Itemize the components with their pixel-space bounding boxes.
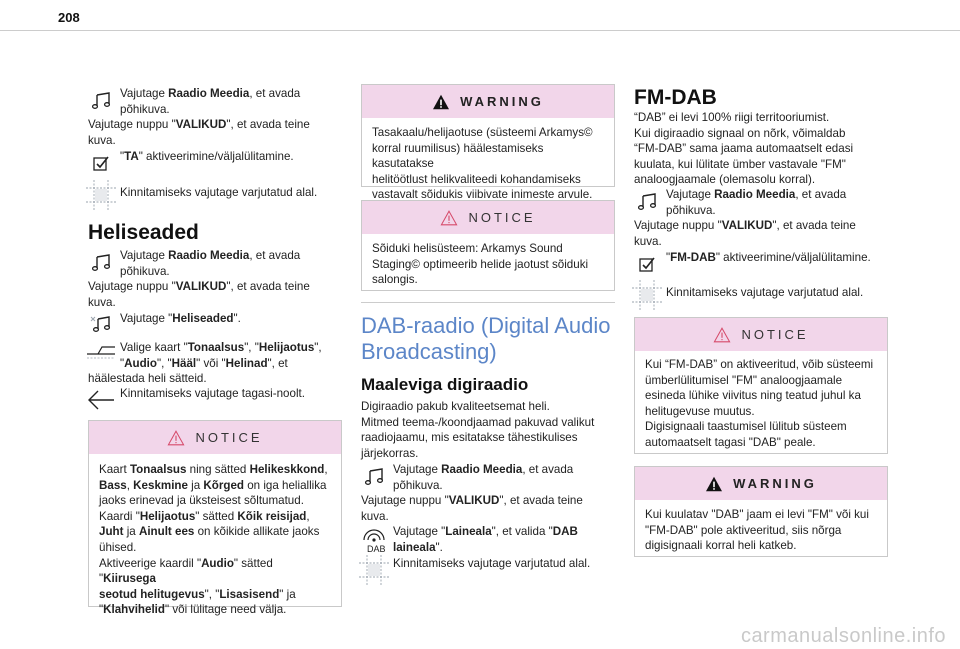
text-line: vastavalt sõidukis viibivate inimeste arvule. xyxy=(372,188,593,202)
notice-triangle-icon xyxy=(440,210,458,226)
tab-icon xyxy=(86,342,116,360)
heading-dab xyxy=(361,313,621,365)
text-line: Kui kuulatav "DAB" jaam ei levi "FM" või kui xyxy=(645,508,869,521)
intro-steps xyxy=(88,86,342,117)
dab-radio-icon xyxy=(361,528,389,554)
text-line: Sõiduki helisüsteem: Arkamys Sound xyxy=(372,242,563,255)
text-line: "FM-DAB" pole aktiveeritud, siis nõrga xyxy=(645,523,842,537)
text-bold: Juht xyxy=(99,525,124,539)
checkbox-icon xyxy=(634,256,660,274)
text-bold: Audio xyxy=(201,556,234,570)
heading-heliseaded: Heliseaded xyxy=(88,221,199,244)
text: , xyxy=(306,509,310,523)
text-line: ümberlülitumisel "FM" analoogjaamale xyxy=(645,373,843,387)
text-bold: Helinad xyxy=(225,356,268,370)
text-bold: Keskmine xyxy=(133,478,188,492)
text: Kinnitamiseks vajutage varjutatud alal. xyxy=(666,286,864,299)
text-line: salongis. xyxy=(372,273,418,287)
text: , xyxy=(126,478,134,492)
text-line: raadiojaamu, mis esitatakse tähestikulises xyxy=(361,431,578,445)
text-bold: VALIKUD xyxy=(721,219,773,232)
text-line: Kui digiraadio signaal on nõrk, võimaldab xyxy=(634,126,846,140)
shaded-area-icon xyxy=(359,555,389,585)
text-bold: Raadio Meedia xyxy=(441,463,523,476)
text-line: digisignaali korral heli katkeb. xyxy=(645,539,797,553)
text: Vajutage nuppu " xyxy=(634,219,722,232)
notice-header xyxy=(635,318,887,351)
step-4 xyxy=(88,340,342,371)
notice-header xyxy=(362,201,614,234)
intro-step-3 xyxy=(88,149,342,165)
text: ". xyxy=(435,540,443,554)
text-bold: Hääl xyxy=(171,356,197,370)
notice-label: NOTICE xyxy=(468,209,536,225)
notice-triangle-icon xyxy=(167,430,185,446)
text-line: automaatselt tagasi "DAB" peale. xyxy=(645,435,816,449)
text: " xyxy=(666,251,671,264)
sound-settings-icon xyxy=(88,315,114,333)
text: " xyxy=(99,603,104,617)
step-1 xyxy=(634,187,888,218)
text-line: “DAB” ei levi 100% riigi territooriumist. xyxy=(634,111,830,124)
text: Vajutage xyxy=(120,249,169,262)
step-2 xyxy=(634,218,888,249)
notice-body xyxy=(362,234,614,297)
text: ", xyxy=(314,341,322,354)
text: , et avada xyxy=(795,188,847,201)
notice-body xyxy=(89,454,341,627)
heading-digital-radio: Maaleviga digiraadio xyxy=(361,375,529,394)
text-bold: VALIKUD xyxy=(175,118,227,131)
text: " xyxy=(120,356,125,370)
warning-header xyxy=(635,467,887,500)
text: ühised. xyxy=(99,540,137,554)
notice-body xyxy=(635,351,887,460)
text-line: helitugevuse muutus. xyxy=(645,404,755,418)
text-bold: laineala xyxy=(393,540,436,554)
checkbox-icon xyxy=(88,155,114,173)
text-bold: TA xyxy=(124,150,139,163)
notice-header xyxy=(89,421,341,454)
text-line: Digiraadio pakub kvaliteetsemat heli. xyxy=(361,400,550,413)
text: jaoks erinevad ja üksteisest sõltumatud. xyxy=(99,494,304,508)
text: DAB-raadio (Digital Audio xyxy=(361,313,611,338)
text: kuva. xyxy=(634,234,662,248)
text: Kinnitamiseks vajutage tagasi-noolt. xyxy=(120,387,305,400)
text: põhikuva. xyxy=(666,203,716,217)
text-bold: DAB xyxy=(552,525,578,538)
text-bold: Kõik reisijad xyxy=(237,509,307,523)
text-bold: Helijaotus xyxy=(139,509,196,523)
text-bold: FM-DAB xyxy=(670,251,716,264)
text-line: “FM-DAB” sama jaama automaatselt edasi xyxy=(634,142,854,156)
notice-box-sound xyxy=(88,420,342,617)
warning-box-fm-dab xyxy=(634,466,888,557)
text: ". xyxy=(233,312,241,325)
section-divider xyxy=(361,302,615,303)
warning-label: WARNING xyxy=(460,93,544,109)
fm-dab-paragraph xyxy=(634,110,894,188)
text: kuva. xyxy=(88,295,116,309)
text: ", et avada teine xyxy=(226,118,310,131)
step-4 xyxy=(634,281,888,301)
watermark: carmanualsonline.info xyxy=(740,625,946,648)
header-rule xyxy=(0,30,960,31)
dab-icon-label: DAB xyxy=(367,544,386,554)
warning-body xyxy=(362,118,614,212)
text: ", et avada teine xyxy=(772,219,856,232)
text: Vajutage xyxy=(393,463,442,476)
music-note-icon xyxy=(634,193,660,211)
text: kuva. xyxy=(88,133,116,147)
text: Vajutage xyxy=(666,188,715,201)
text: Vajutage " xyxy=(120,312,173,325)
notice-label: NOTICE xyxy=(195,429,263,445)
text-bold: Audio xyxy=(124,356,157,370)
heading-fm-dab: FM-DAB xyxy=(634,86,717,109)
text: " aktiveerimine/väljalülitamine. xyxy=(715,251,871,264)
text-line: järjekorras. xyxy=(361,446,419,460)
text-line: Digisignaali taastumisel lülitub süsteem xyxy=(645,420,847,434)
text: ", " xyxy=(244,341,259,354)
intro-step-4 xyxy=(88,181,342,201)
text-bold: Kõrged xyxy=(203,478,244,492)
text: " aktiveerimine/väljalülitamine. xyxy=(138,150,294,163)
text-line: helitöötlust helikvaliteedi kohandamiseks xyxy=(372,172,581,186)
text-bold: Raadio Meedia xyxy=(168,249,250,262)
step-1 xyxy=(361,462,615,493)
text: Vajutage xyxy=(120,87,169,100)
dab-paragraph xyxy=(361,399,621,461)
text-line xyxy=(99,524,331,540)
text: Aktiveerige kaardil " xyxy=(99,556,202,570)
notice-box-fm-dab xyxy=(634,317,888,454)
text-line xyxy=(99,556,331,587)
text-line: analoogjaamale (olemasolu korral). xyxy=(634,173,816,187)
text-line xyxy=(99,462,331,478)
text: " sätted xyxy=(195,509,238,523)
step-3 xyxy=(361,524,615,555)
text: Vajutage " xyxy=(393,525,446,538)
text-bold: Lisasisend xyxy=(219,587,280,601)
warning-header xyxy=(362,85,614,118)
step-3 xyxy=(88,311,342,327)
text: ", " xyxy=(156,356,172,370)
text-bold: Bass xyxy=(99,478,127,492)
text-bold: Raadio Meedia xyxy=(714,188,796,201)
text: Kinnitamiseks vajutage varjutatud alal. xyxy=(120,186,318,199)
text: on iga heliallika xyxy=(244,478,327,492)
text-bold: Kiirusega xyxy=(103,572,156,586)
text: häälestada heli sätteid. xyxy=(88,372,207,385)
text-bold: VALIKUD xyxy=(448,494,500,507)
text: Vajutage nuppu " xyxy=(88,118,176,131)
warning-triangle-icon xyxy=(432,94,450,110)
text: " ja xyxy=(279,587,296,601)
text-bold: Tonaalsus xyxy=(187,341,245,354)
text: põhikuva. xyxy=(120,264,170,278)
text-bold: Helikeskkond xyxy=(249,463,325,476)
text: põhikuva. xyxy=(120,102,170,116)
step-1 xyxy=(88,248,342,279)
text: " sätted " xyxy=(99,556,273,586)
text-bold: Raadio Meedia xyxy=(168,87,250,100)
text: , et avada xyxy=(249,87,301,100)
text: " või " xyxy=(196,356,226,370)
step-2 xyxy=(361,493,615,524)
text: ", et valida " xyxy=(491,525,553,538)
back-arrow-icon xyxy=(86,389,116,411)
text: ja xyxy=(123,525,139,539)
text-bold: seotud helitugevus xyxy=(99,587,205,601)
text: ", et xyxy=(267,356,288,370)
step-5 xyxy=(88,386,342,402)
text: on kõikide allikate jaoks xyxy=(194,525,320,539)
warning-triangle-icon xyxy=(705,476,723,492)
notice-triangle-icon xyxy=(713,327,731,343)
text: Valige kaart " xyxy=(120,341,188,354)
text-line xyxy=(99,478,331,494)
text-line: esineda lühike viivitus ning teatud juhul ka xyxy=(645,389,861,403)
text: Kinnitamiseks vajutage varjutatud alal. xyxy=(393,557,591,570)
text: Vajutage nuppu " xyxy=(361,494,449,507)
warning-label: WARNING xyxy=(733,475,817,491)
notice-box-arkamys xyxy=(361,200,615,291)
text-line: Staging© optimeerib helide jaotust sõiduki xyxy=(372,257,589,271)
warning-body xyxy=(635,500,887,563)
text-bold: VALIKUD xyxy=(175,280,227,293)
shaded-area-icon xyxy=(632,280,662,310)
shaded-area-icon xyxy=(86,180,116,210)
text: Kaart xyxy=(99,463,130,476)
notice-label: NOTICE xyxy=(741,326,809,342)
step-4 xyxy=(361,556,615,572)
text-line xyxy=(99,509,331,525)
text: ning sätted xyxy=(186,463,250,476)
text-line xyxy=(99,587,331,603)
text: ", " xyxy=(204,587,220,601)
text-bold: Helijaotus xyxy=(258,341,315,354)
text-line: Kui “FM-DAB” on aktiveeritud, võib süsteemi xyxy=(645,358,874,371)
text-line: Mitmed teema-/koondjaamad pakuvad valikut xyxy=(361,415,595,429)
text: " või lülitage need välja. xyxy=(164,603,287,617)
text-line: Tasakaalu/helijaotuse (süsteemi Arkamys© xyxy=(372,126,593,139)
text-bold: Ainult ees xyxy=(138,525,195,539)
step-2 xyxy=(88,279,342,310)
text-line xyxy=(99,602,331,618)
text: Kaardi " xyxy=(99,509,140,523)
text-bold: Heliseaded xyxy=(172,312,234,325)
text-bold: Laineala xyxy=(445,525,492,538)
text: Vajutage nuppu " xyxy=(88,280,176,293)
music-note-icon xyxy=(88,92,114,110)
intro-step-2 xyxy=(88,117,342,148)
music-note-icon xyxy=(361,468,387,486)
text: ja xyxy=(187,478,204,492)
text: kuva. xyxy=(361,509,389,523)
music-note-icon xyxy=(88,254,114,272)
text: Broadcasting) xyxy=(361,339,497,364)
text: põhikuva. xyxy=(393,478,443,492)
step-4-cont xyxy=(88,371,342,387)
text-line xyxy=(99,493,331,509)
text-line: korral ruumilisus) häälestamiseks kasutatakse xyxy=(372,141,544,171)
text-bold: Tonaalsus xyxy=(129,463,187,476)
text: ", et avada teine xyxy=(499,494,583,507)
page-number: 208 xyxy=(58,10,80,25)
text: , et avada xyxy=(522,463,574,476)
step-3 xyxy=(634,250,888,266)
text-line: kuulata, kui lülitate ümber vastavale "FM" xyxy=(634,157,846,171)
text-line xyxy=(99,540,331,556)
text: , xyxy=(324,463,328,476)
text: " xyxy=(120,150,125,163)
text: , et avada xyxy=(249,249,301,262)
text: ", et avada teine xyxy=(226,280,310,293)
warning-box-arkamys xyxy=(361,84,615,202)
text-bold: Klahvihelid xyxy=(103,603,165,617)
